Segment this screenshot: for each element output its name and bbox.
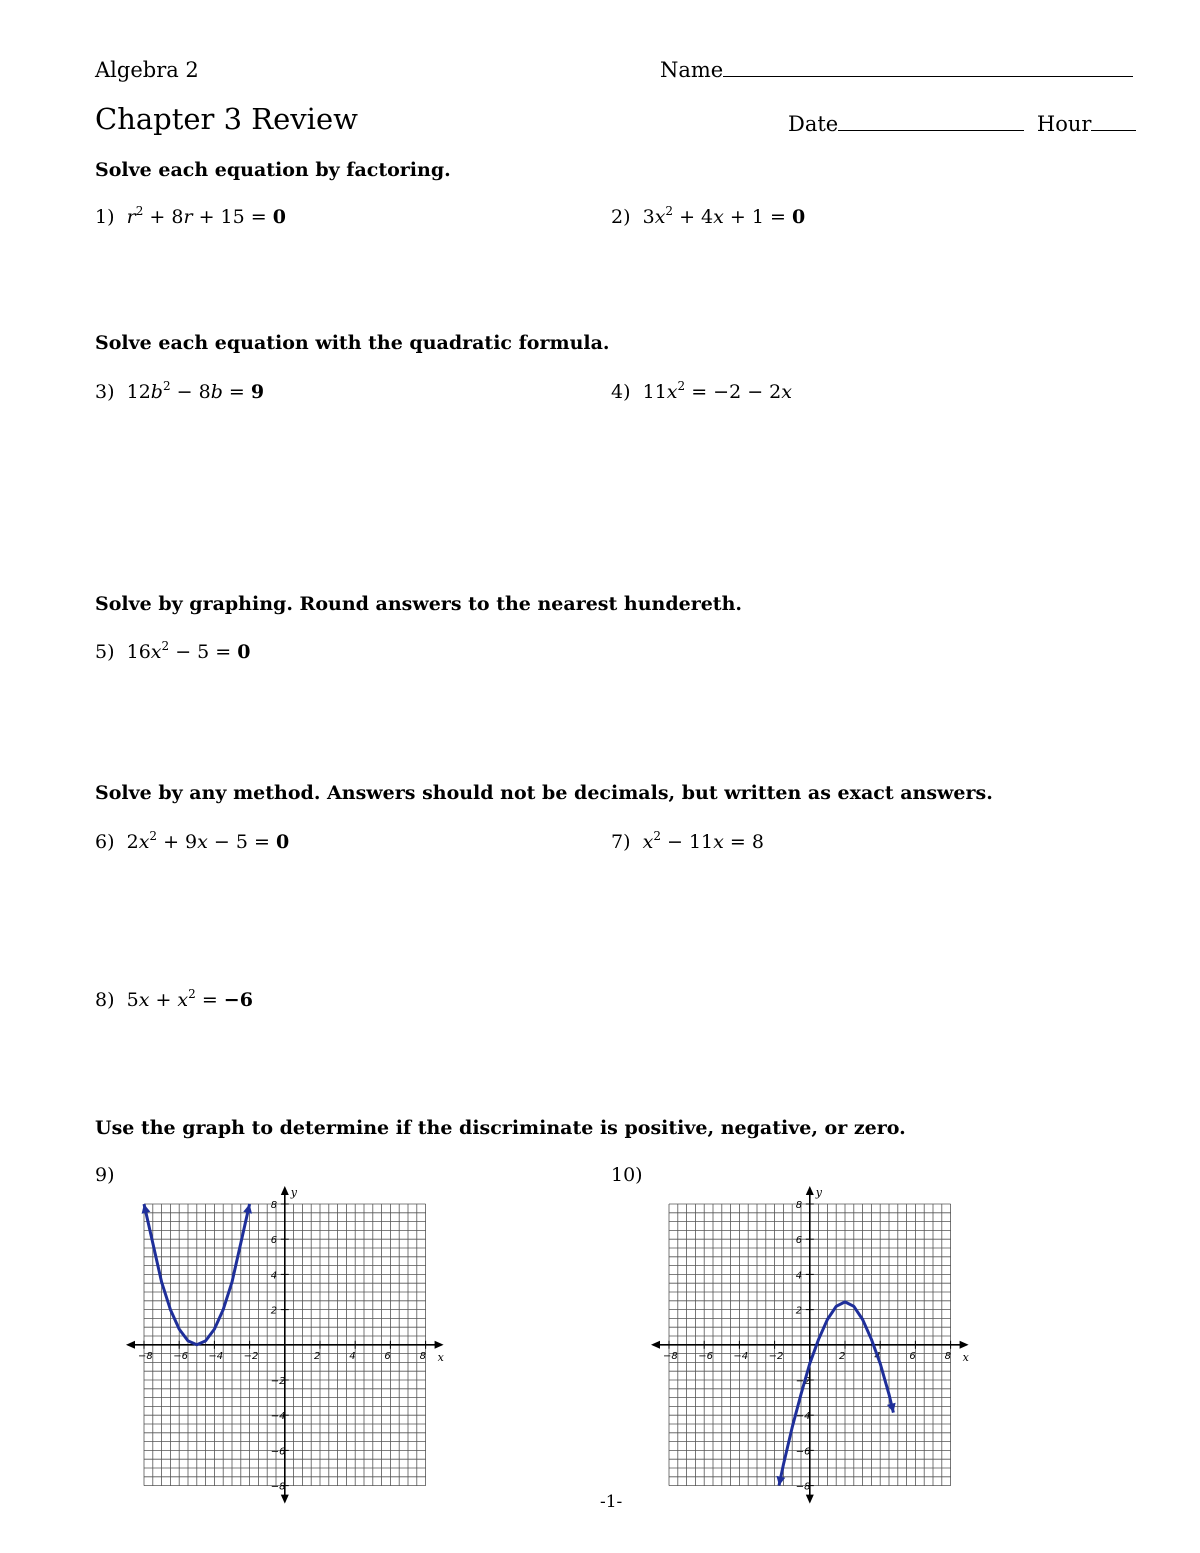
parabola-graph bbox=[645, 1180, 985, 1510]
date-field bbox=[788, 112, 1136, 136]
problem-9: 9) bbox=[95, 1164, 115, 1186]
arrow-down-icon bbox=[806, 1495, 814, 1504]
x-tick-label: 6 bbox=[384, 1350, 391, 1362]
x-tick-label: −2 bbox=[768, 1350, 784, 1362]
problem-number: 8) bbox=[95, 989, 115, 1011]
page-title: Chapter 3 Review bbox=[95, 102, 358, 136]
problem-6: 6) $2x^2 + 9x - 5 = 0$ bbox=[95, 829, 290, 853]
x-axis-label: x bbox=[962, 1350, 969, 1364]
problem-number: 6) bbox=[95, 831, 115, 853]
problem-4: 4) $11x^2 = -2 - 2x$ bbox=[611, 379, 792, 403]
y-tick-label: −6 bbox=[270, 1446, 286, 1458]
problem-8: 8) $5x + x^2 = -6$ bbox=[95, 987, 253, 1011]
y-tick-label: 8 bbox=[270, 1200, 278, 1211]
x-tick-label: 4 bbox=[349, 1350, 356, 1362]
hour-blank[interactable] bbox=[1091, 112, 1136, 131]
y-tick-label: −8 bbox=[270, 1481, 286, 1493]
page-number: -1- bbox=[600, 1492, 623, 1512]
arrow-left-icon bbox=[126, 1341, 135, 1349]
problem-3: 3) $12b^2 - 8b = 9$ bbox=[95, 379, 265, 403]
name-field bbox=[660, 58, 1133, 82]
name-label: Name bbox=[660, 58, 724, 82]
x-tick-label: 2 bbox=[314, 1350, 321, 1362]
parabola-graph bbox=[120, 1180, 460, 1510]
arrow-down-icon bbox=[281, 1495, 289, 1504]
y-tick-label: −4 bbox=[795, 1411, 811, 1423]
x-tick-label: 2 bbox=[839, 1350, 846, 1362]
y-tick-label: −2 bbox=[270, 1376, 286, 1387]
problem-5: 5) $16x^2 - 5 = 0$ bbox=[95, 639, 251, 663]
x-tick-label: −4 bbox=[733, 1350, 749, 1362]
hour-label: Hour bbox=[1036, 112, 1092, 136]
section-instruction: Use the graph to determine if the discriminate is positive, negative, or zero. bbox=[95, 1117, 906, 1139]
arrow-up-icon bbox=[281, 1186, 289, 1195]
section-instruction: Solve each equation by factoring. bbox=[95, 159, 451, 181]
y-tick-label: 2 bbox=[795, 1305, 803, 1317]
problem-10: 10) bbox=[611, 1164, 643, 1186]
problem-number: 7) bbox=[611, 831, 631, 853]
problem-1: 1) $r^2 + 8r + 15 = 0$ bbox=[95, 204, 286, 228]
y-tick-label: 4 bbox=[795, 1270, 803, 1282]
x-axis-label: x bbox=[437, 1350, 444, 1364]
y-tick-label: −6 bbox=[795, 1446, 811, 1458]
x-tick-label: 8 bbox=[944, 1350, 951, 1362]
arrow-left-icon bbox=[651, 1341, 660, 1349]
date-label: Date bbox=[788, 112, 839, 136]
arrow-right-icon bbox=[435, 1341, 444, 1349]
graph-10 bbox=[645, 1180, 985, 1510]
y-tick-label: 4 bbox=[270, 1270, 278, 1282]
problem-number: 3) bbox=[95, 381, 115, 403]
problem-number: 4) bbox=[611, 381, 631, 403]
course-name: Algebra 2 bbox=[95, 58, 199, 82]
y-axis-label: y bbox=[815, 1186, 823, 1199]
name-blank[interactable] bbox=[723, 58, 1133, 77]
section-instruction: Solve by graphing. Round answers to the nearest hundereth. bbox=[95, 593, 743, 615]
date-blank[interactable] bbox=[838, 112, 1024, 131]
x-tick-label: 6 bbox=[909, 1350, 916, 1362]
x-tick-label: −4 bbox=[208, 1350, 224, 1362]
section-instruction: Solve by any method. Answers should not be decimals, but written as exact answers. bbox=[95, 782, 993, 804]
y-tick-label: −4 bbox=[270, 1411, 286, 1423]
section-instruction: Solve each equation with the quadratic formula. bbox=[95, 332, 610, 354]
y-tick-label: 2 bbox=[270, 1305, 278, 1317]
y-tick-label: 6 bbox=[795, 1235, 803, 1247]
arrow-right-icon bbox=[960, 1341, 969, 1349]
problem-7: 7) $x^2 - 11x = 8$ bbox=[611, 829, 764, 853]
problem-2: 2) $3x^2 + 4x + 1 = 0$ bbox=[611, 204, 806, 228]
x-tick-label: −2 bbox=[243, 1350, 259, 1362]
x-tick-label: −8 bbox=[663, 1350, 678, 1362]
y-axis-label: y bbox=[290, 1186, 298, 1199]
y-tick-label: 6 bbox=[270, 1235, 278, 1247]
x-tick-label: 8 bbox=[419, 1350, 426, 1362]
x-tick-label: −6 bbox=[173, 1350, 188, 1362]
y-tick-label: 8 bbox=[795, 1200, 803, 1211]
problem-number: 2) bbox=[611, 206, 631, 228]
x-tick-label: 4 bbox=[874, 1350, 881, 1362]
arrow-up-icon bbox=[806, 1186, 814, 1195]
problem-number: 5) bbox=[95, 641, 115, 663]
x-tick-label: −6 bbox=[698, 1350, 713, 1362]
curve-arrow-icon bbox=[776, 1476, 785, 1486]
graph-9 bbox=[120, 1180, 460, 1510]
x-tick-label: −8 bbox=[138, 1350, 153, 1362]
problem-number: 1) bbox=[95, 206, 115, 228]
y-tick-label: −2 bbox=[795, 1376, 811, 1387]
y-tick-label: −8 bbox=[795, 1481, 811, 1493]
